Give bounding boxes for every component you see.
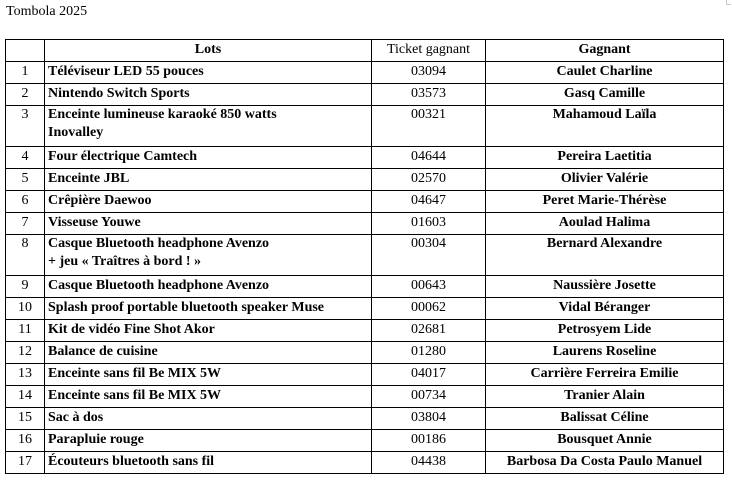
row-lot: Enceinte JBL [45,169,372,191]
table-row [6,342,724,364]
table-row [6,276,724,298]
row-ticket: 00062 [372,298,486,320]
row-winner: Naussière Josette [486,276,724,298]
row-winner: Peret Marie-Thérèse [486,191,724,213]
row-ticket: 04647 [372,191,486,213]
row-lot: Nintendo Switch Sports [45,84,372,106]
row-lot: Crêpière Daewoo [45,191,372,213]
table-row [6,84,724,106]
row-ticket: 00304 [372,235,486,276]
row-ticket: 02570 [372,169,486,191]
header-winner: Gagnant [486,40,724,62]
table-row [6,320,724,342]
table-row [6,408,724,430]
row-number: 1 [6,62,45,84]
row-ticket: 01280 [372,342,486,364]
row-winner: Barbosa Da Costa Paulo Manuel [486,452,724,474]
row-ticket: 01603 [372,213,486,235]
row-lot: Enceinte sans fil Be MIX 5W [45,386,372,408]
row-winner: Caulet Charline [486,62,724,84]
row-number: 17 [6,452,45,474]
row-ticket: 00734 [372,386,486,408]
table-row [6,213,724,235]
row-ticket: 00186 [372,430,486,452]
row-number: 9 [6,276,45,298]
row-winner: Bernard Alexandre [486,235,724,276]
row-number: 12 [6,342,45,364]
table-row [6,235,724,276]
table-header-row [6,40,724,62]
row-winner: Aoulad Halima [486,213,724,235]
row-ticket: 00321 [372,106,486,147]
row-ticket: 04438 [372,452,486,474]
table-row [6,191,724,213]
table-row [6,169,724,191]
row-ticket: 03804 [372,408,486,430]
row-lot: Sac à dos [45,408,372,430]
row-number: 7 [6,213,45,235]
table-row [6,386,724,408]
row-ticket: 02681 [372,320,486,342]
header-number [6,40,45,62]
table-row [6,147,724,169]
row-lot: Balance de cuisine [45,342,372,364]
table-row [6,452,724,474]
row-lot: Enceinte lumineuse karaoké 850 watts Inovalley [45,106,372,147]
header-lots: Lots [45,40,372,62]
row-winner: Olivier Valérie [486,169,724,191]
row-lot: Visseuse Youwe [45,213,372,235]
row-lot: Enceinte sans fil Be MIX 5W [45,364,372,386]
document-title: Tombola 2025 [6,4,88,19]
row-lot: Casque Bluetooth headphone Avenzo [45,276,372,298]
row-ticket: 04017 [372,364,486,386]
row-number: 3 [6,106,45,147]
header-ticket: Ticket gagnant [372,40,486,62]
row-lot: Écouteurs bluetooth sans fil [45,452,372,474]
table-row [6,298,724,320]
row-number: 2 [6,84,45,106]
row-number: 8 [6,235,45,276]
row-winner: Petrosyem Lide [486,320,724,342]
row-winner: Laurens Roseline [486,342,724,364]
row-lot: Splash proof portable bluetooth speaker Muse [45,298,372,320]
prize-table [5,39,724,474]
row-number: 11 [6,320,45,342]
row-winner: Gasq Camille [486,84,724,106]
row-lot: Parapluie rouge [45,430,372,452]
row-number: 6 [6,191,45,213]
row-winner: Balissat Céline [486,408,724,430]
row-number: 10 [6,298,45,320]
row-ticket: 04644 [372,147,486,169]
table-row [6,106,724,147]
table-row [6,430,724,452]
row-winner: Bousquet Annie [486,430,724,452]
row-number: 15 [6,408,45,430]
row-ticket: 00643 [372,276,486,298]
row-number: 4 [6,147,45,169]
row-lot: Casque Bluetooth headphone Avenzo + jeu « Traîtres à bord ! » [45,235,372,276]
row-ticket: 03094 [372,62,486,84]
row-lot: Four électrique Camtech [45,147,372,169]
row-number: 5 [6,169,45,191]
row-number: 16 [6,430,45,452]
row-winner: Mahamoud Laïla [486,106,724,147]
row-winner: Carrière Ferreira Emilie [486,364,724,386]
row-lot: Téléviseur LED 55 pouces [45,62,372,84]
row-number: 14 [6,386,45,408]
row-lot: Kit de vidéo Fine Shot Akor [45,320,372,342]
table-row [6,364,724,386]
row-winner: Vidal Béranger [486,298,724,320]
row-ticket: 03573 [372,84,486,106]
row-number: 13 [6,364,45,386]
row-winner: Tranier Alain [486,386,724,408]
row-winner: Pereira Laetitia [486,147,724,169]
page-corner-mark [726,0,731,5]
table-row [6,62,724,84]
